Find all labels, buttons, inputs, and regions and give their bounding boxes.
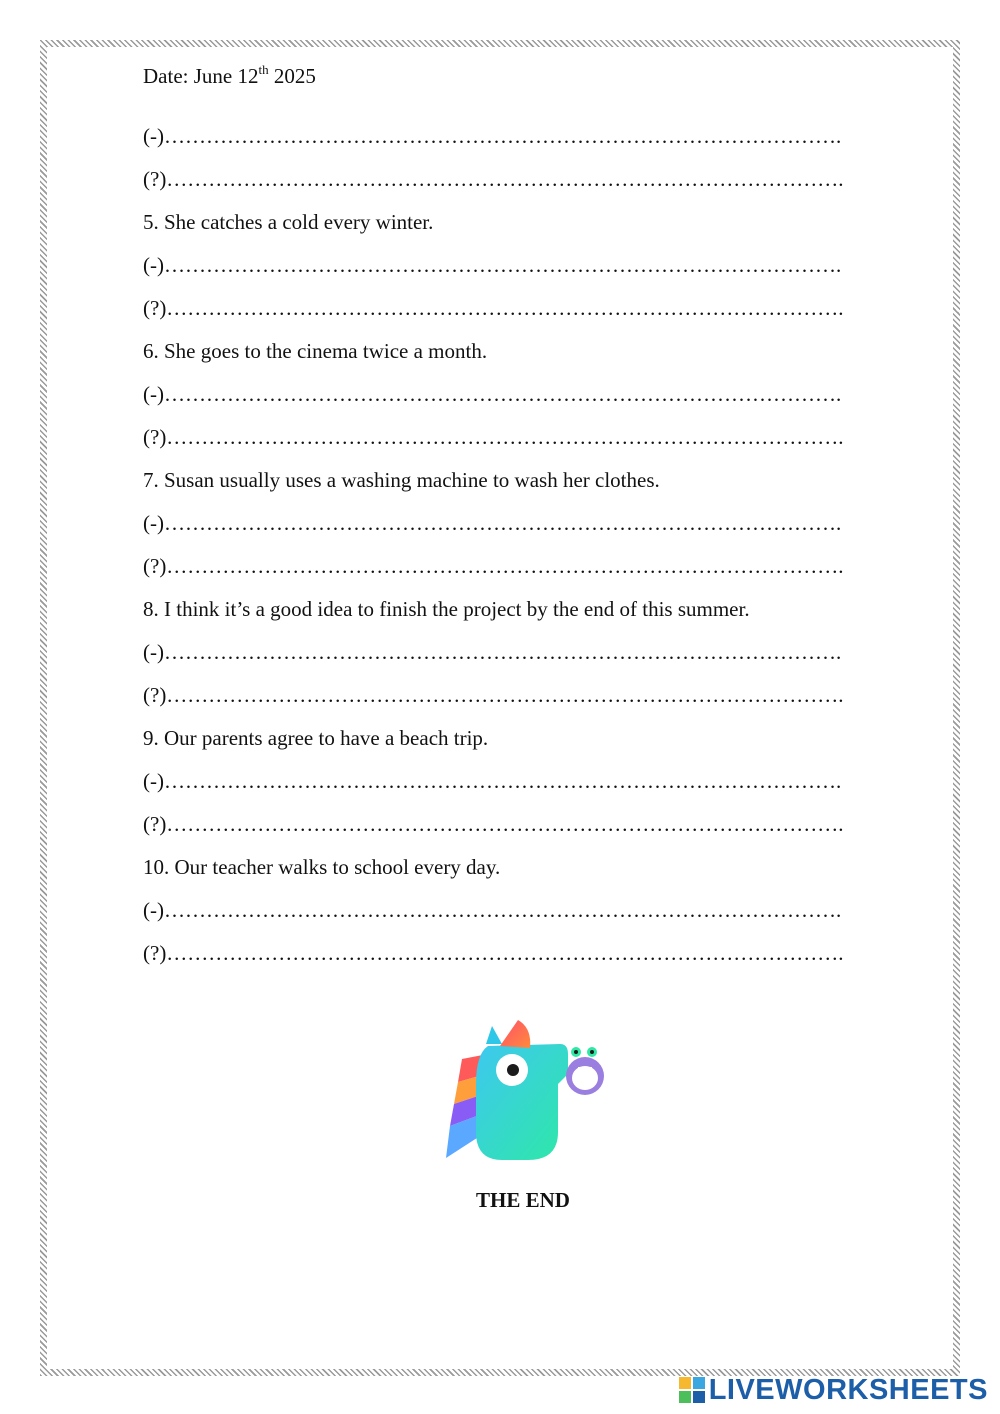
answer-line-question[interactable]: (?)……………………………………………………………………………………. bbox=[143, 683, 844, 707]
answer-line-question[interactable]: (?)……………………………………………………………………………………. bbox=[143, 167, 844, 191]
answer-line-negative[interactable]: (-)……………………………………………………………………………………. bbox=[143, 511, 842, 535]
brand-name: LIVEWORKSHEETS bbox=[708, 1373, 988, 1406]
answer-line-question[interactable]: (?)……………………………………………………………………………………. bbox=[143, 425, 844, 449]
answer-line-question[interactable]: (?)……………………………………………………………………………………. bbox=[143, 296, 844, 320]
question-5: 5. She catches a cold every winter. bbox=[143, 210, 434, 234]
answer-line-negative[interactable]: (-)……………………………………………………………………………………. bbox=[143, 769, 842, 793]
closing-heading: THE END bbox=[476, 1188, 570, 1212]
date-ordinal-suffix: th bbox=[258, 62, 269, 77]
liveworksheets-logo-icon bbox=[679, 1377, 705, 1403]
answer-line-negative[interactable]: (-)……………………………………………………………………………………. bbox=[143, 253, 842, 277]
date-label: Date: June 12 bbox=[143, 64, 259, 88]
date-line bbox=[143, 58, 913, 94]
date-year: 2025 bbox=[268, 64, 316, 88]
answer-line-question[interactable]: (?)……………………………………………………………………………………. bbox=[143, 941, 844, 965]
horse-mascot-icon bbox=[440, 1014, 610, 1164]
question-6: 6. She goes to the cinema twice a month. bbox=[143, 339, 488, 363]
answer-line-negative[interactable]: (-)……………………………………………………………………………………. bbox=[143, 898, 842, 922]
question-7: 7. Susan usually uses a washing machine to wash her clothes. bbox=[143, 468, 660, 492]
question-10: 10. Our teacher walks to school every day. bbox=[143, 855, 501, 879]
answer-line-negative[interactable]: (-)……………………………………………………………………………………. bbox=[143, 382, 842, 406]
worksheet-body bbox=[143, 58, 913, 975]
liveworksheets-brand[interactable] bbox=[679, 1372, 988, 1408]
question-9: 9. Our parents agree to have a beach trip. bbox=[143, 726, 489, 750]
answer-line-negative[interactable]: (-)……………………………………………………………………………………. bbox=[143, 640, 842, 664]
answer-line-question[interactable]: (?)……………………………………………………………………………………. bbox=[143, 812, 844, 836]
question-8: 8. I think it’s a good idea to finish the project by the end of this summer. bbox=[143, 597, 750, 621]
answer-line-question[interactable]: (?)……………………………………………………………………………………. bbox=[143, 554, 844, 578]
answer-line-negative[interactable]: (-)……………………………………………………………………………………. bbox=[143, 124, 842, 148]
